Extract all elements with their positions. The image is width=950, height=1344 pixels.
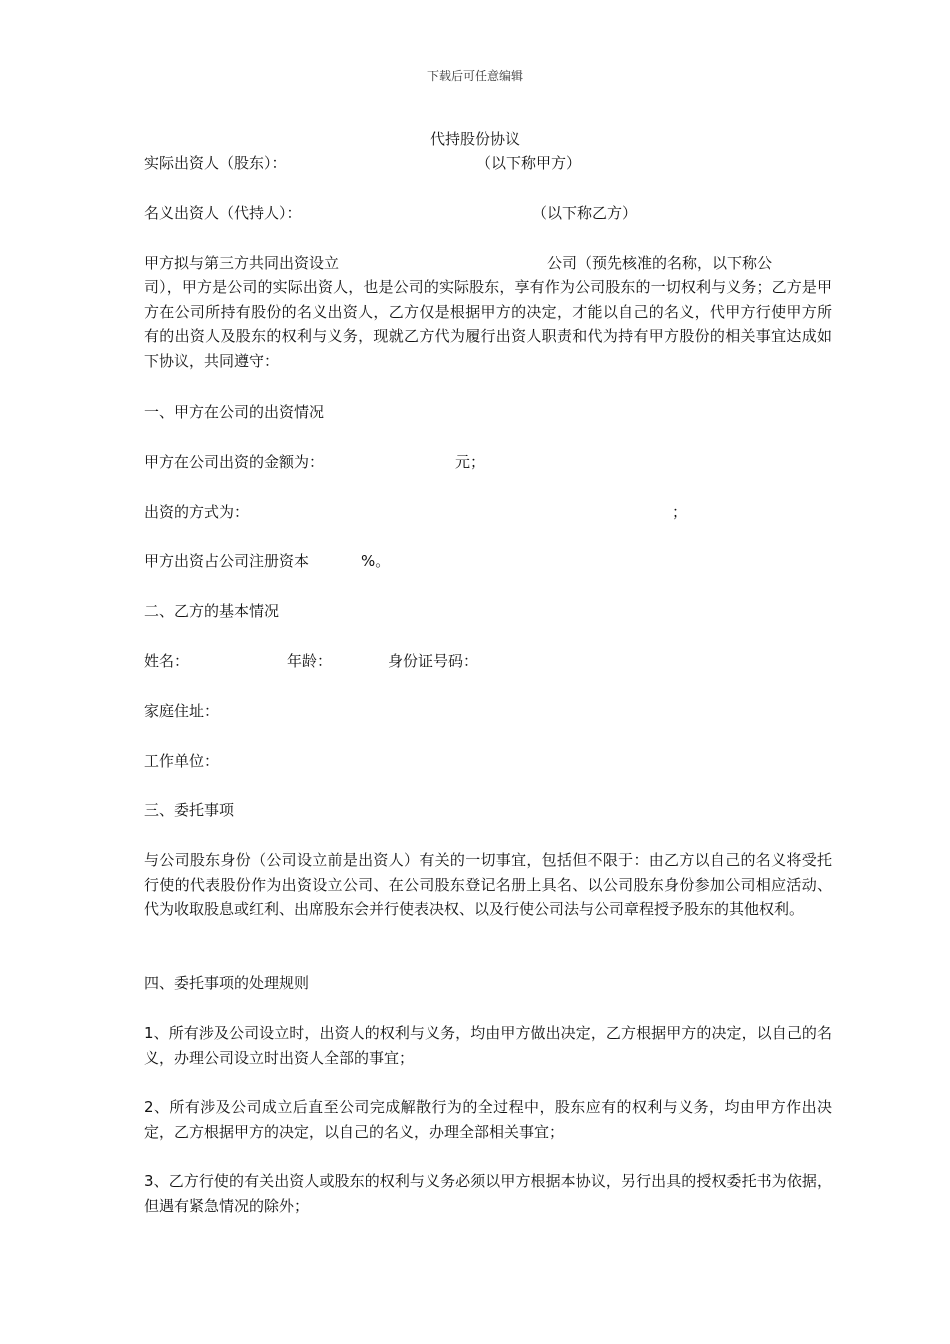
section3-body: 与公司股东身份（公司设立前是出资人）有关的一切事宜，包括但不限于：由乙方以自己的名义将受托行使的代表股份作为出资设立公司、在公司股东登记名册上具名、以公司股东身份参加公司相应活动、代为收取股息或红利、出席股东会并行使表决权、以及行使公司法与公司章程授予股东的其他权利。 [144,851,832,918]
amount-unit: 元； [455,453,486,471]
rule-1: 1、所有涉及公司设立时，出资人的权利与义务，均由甲方做出决定，乙方根据甲方的决定，以自己的名义，办理公司设立时出资人全部的事宜； [144,1024,832,1067]
work-unit-label: 工作单位： [144,752,220,770]
party-a-suffix: （以下称甲方） [476,154,582,172]
section2-heading: 二、乙方的基本情况 [144,602,280,620]
intro-paragraph: 司），甲方是公司的实际出资人，也是公司的实际股东，享有作为公司股东的一切权利与义务；乙方是甲方在公司所持有股份的名义出资人，乙方仅是根据甲方的决定，才能以自己的名义，代甲方行使甲方所有的出资人及股东的权利与义务，现就乙方代为履行出资人职责和代为持有甲方股份的相关事宜达成如下协议，共同遵守： [144,278,832,370]
section1-heading: 一、甲方在公司的出资情况 [144,403,325,421]
document-title: 代持股份协议 [429,130,520,148]
ratio-unit: %。 [361,552,391,570]
party-b-suffix: （以下称乙方） [532,204,638,222]
rule-3: 3、乙方行使的有关出资人或股东的权利与义务必须以甲方根据本协议，另行出具的授权委托书为依据，但遇有紧急情况的除外； [144,1172,832,1215]
address-label: 家庭住址： [144,702,220,720]
ratio-label: 甲方出资占公司注册资本 [144,552,310,570]
age-label: 年龄： [287,652,333,670]
rule-2: 2、所有涉及公司成立后直至公司完成解散行为的全过程中，股东应有的权利与义务，均由甲方作出决定，乙方根据甲方的决定，以自己的名义，办理全部相关事宜； [144,1098,832,1141]
party-b-label: 名义出资人（代持人）： [144,204,302,222]
party-a-label: 实际出资人（股东）： [144,154,287,172]
section3-heading: 三、委托事项 [144,801,235,819]
method-label: 出资的方式为： [144,503,250,521]
intro-line1-end: 公司（预先核准的名称，以下称公 [547,254,773,272]
method-end: ； [672,503,688,521]
intro-line1-start: 甲方拟与第三方共同出资设立 [144,254,340,272]
id-number-label: 身份证号码： [388,652,479,670]
amount-label: 甲方在公司出资的金额为： [144,453,325,471]
header-note: 下载后可任意编辑 [426,69,523,83]
section4-heading: 四、委托事项的处理规则 [144,974,310,992]
name-label: 姓名： [144,652,190,670]
